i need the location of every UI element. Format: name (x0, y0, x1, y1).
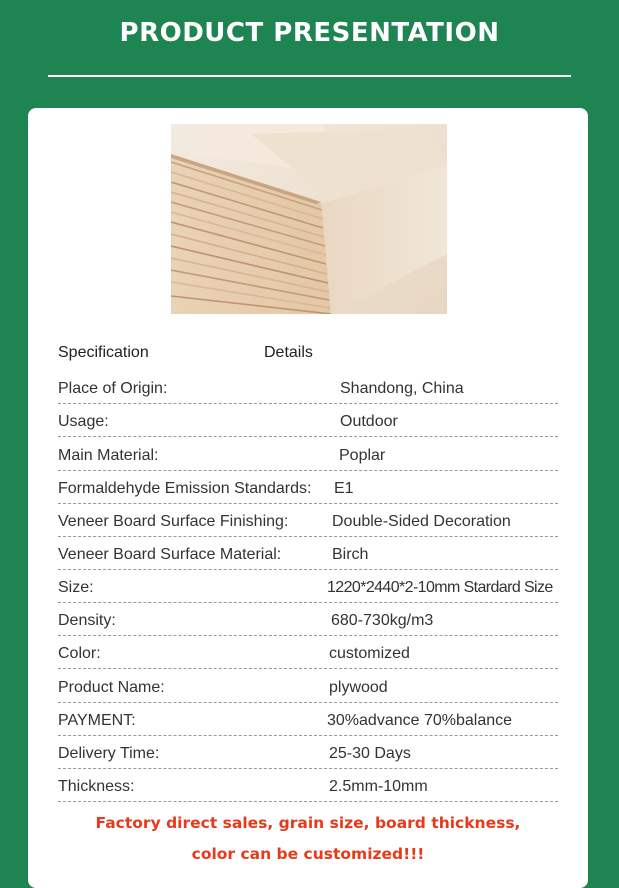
spec-label: Usage: (58, 413, 109, 430)
spec-row-payment (58, 702, 558, 736)
spec-row-color (58, 635, 558, 669)
spec-value: 30%advance 70%balance (327, 712, 513, 729)
spec-value: Poplar (339, 447, 386, 464)
spec-value: 1220*2440*2-10mm Stardard Size (327, 579, 553, 596)
spec-label: Density: (58, 612, 116, 629)
plywood-stack-image (171, 124, 447, 314)
spec-table-header (58, 344, 558, 370)
customization-note-line1: Factory direct sales, grain size, board thickness, (95, 814, 521, 832)
page-title: PRODUCT PRESENTATION (119, 18, 500, 48)
spec-value: E1 (334, 480, 354, 497)
spec-row-usage (58, 403, 558, 437)
spec-row-surface-material (58, 536, 558, 570)
spec-value: Birch (332, 546, 369, 563)
spec-label: Veneer Board Surface Material: (58, 546, 282, 563)
spec-value: Outdoor (340, 413, 398, 430)
spec-label: Product Name: (58, 679, 165, 696)
col-specification: Specification (58, 344, 149, 361)
spec-label: Size: (58, 579, 94, 596)
spec-row-place-of-origin (58, 370, 558, 404)
spec-label: Place of Origin: (58, 380, 168, 397)
header-divider (48, 75, 571, 77)
spec-row-formaldehyde (58, 470, 558, 504)
spec-label: Thickness: (58, 778, 135, 795)
spec-value: 2.5mm-10mm (329, 778, 428, 795)
spec-label: Main Material: (58, 447, 159, 464)
spec-label: Veneer Board Surface Finishing: (58, 513, 289, 530)
customization-note-line2: color can be customized!!! (191, 845, 425, 863)
spec-row-product-name (58, 669, 558, 703)
spec-label: PAYMENT: (58, 712, 136, 729)
spec-row-size (58, 569, 558, 603)
spec-row-surface-finishing (58, 503, 558, 537)
spec-row-density (58, 602, 558, 636)
spec-label: Delivery Time: (58, 745, 160, 762)
spec-value: customized (329, 645, 410, 662)
spec-label: Formaldehyde Emission Standards: (58, 480, 312, 497)
spec-row-delivery-time (58, 735, 558, 769)
spec-label: Color: (58, 645, 101, 662)
spec-row-main-material (58, 437, 558, 471)
spec-row-thickness (58, 768, 558, 802)
spec-value: 680-730kg/m3 (331, 612, 434, 629)
spec-card (28, 108, 588, 888)
spec-value: 25-30 Days (329, 745, 411, 762)
col-details: Details (264, 344, 313, 361)
spec-value: plywood (329, 679, 388, 696)
spec-value: Shandong, China (340, 380, 464, 397)
spec-value: Double-Sided Decoration (332, 513, 511, 530)
